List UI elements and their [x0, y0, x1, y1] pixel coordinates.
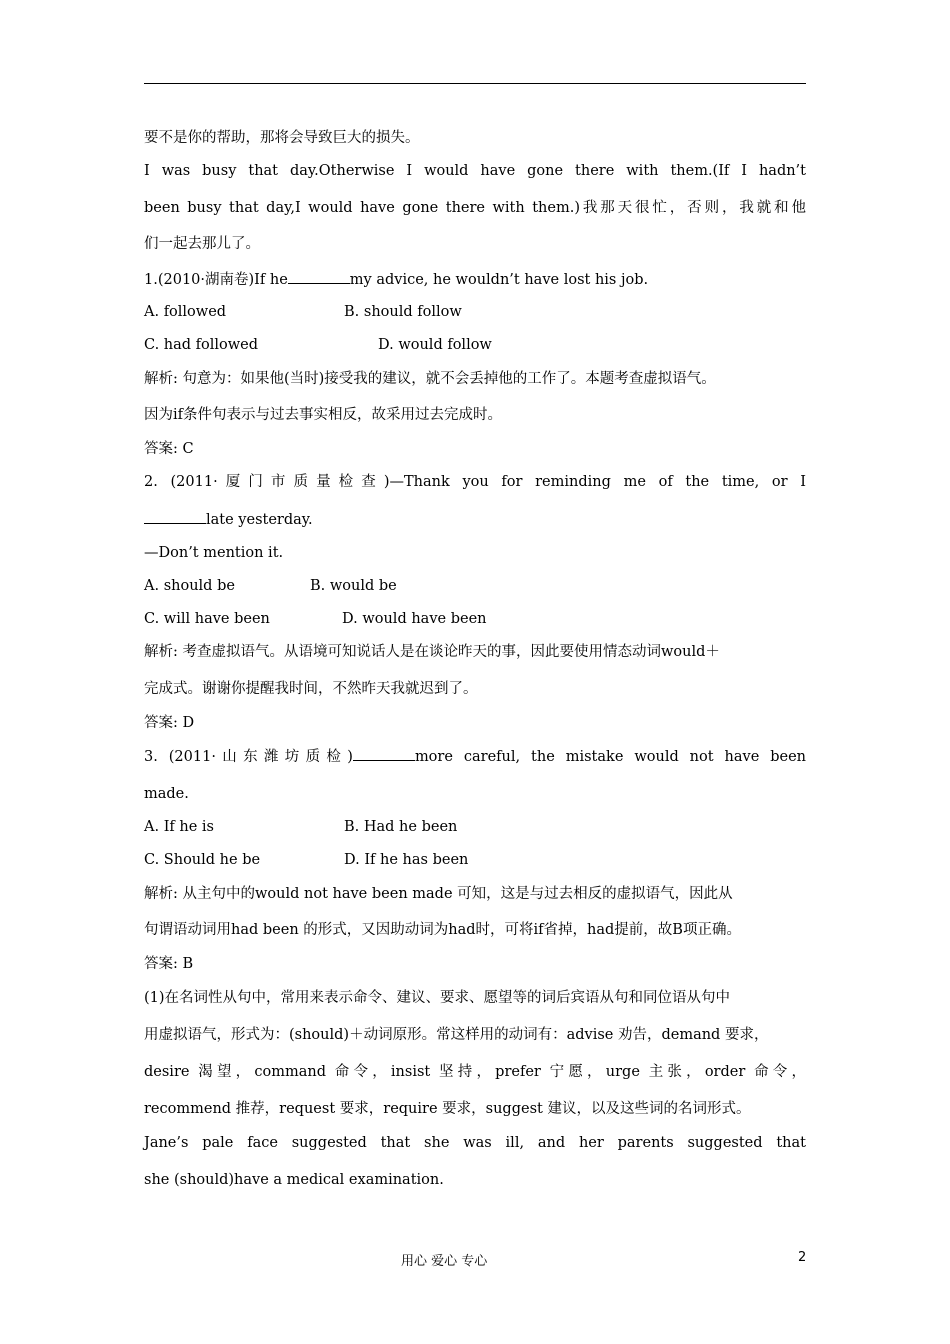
- question-2: 2. (2011·厦门市质量检查)—Thank you for reminding me of the time, or I: [144, 474, 806, 490]
- option-row: [144, 850, 806, 870]
- option-row: [144, 302, 806, 322]
- footer-motto: 用心 爱心 专心: [401, 1254, 488, 1269]
- question-3-stem: 3. (2011·山东潍坊质检): [144, 749, 353, 765]
- option-d: D. If he has been: [344, 852, 469, 868]
- option-row: [144, 609, 806, 629]
- question-1-stem: 1.(2010·湖南卷)If he: [144, 272, 288, 288]
- dialogue-reply: —Don’t mention it.: [144, 545, 284, 561]
- question-1-stem-end: my advice, he wouldn’t have lost his job.: [349, 272, 649, 288]
- text-line: 要不是你的帮助，那将会导致巨大的损失。: [144, 130, 420, 146]
- paragraph-line: (1)在名词性从句中，常用来表示命令、建议、要求、愿望等的词后宾语从句和同位语从句中: [144, 990, 731, 1006]
- option-c: C. had followed: [144, 337, 259, 353]
- page-number: 2: [798, 1250, 807, 1265]
- answer-line: 答案: D: [144, 715, 195, 731]
- option-d: D. would have been: [342, 611, 487, 627]
- explanation-line: 句谓语动词用had been 的形式，又因助动词为had时，可将if省掉，had提前，故B项正确。: [144, 922, 741, 938]
- paragraph-line: recommend 推荐，request 要求，require 要求，suggest 建议，以及这些词的名词形式。: [144, 1101, 751, 1117]
- text-line: been busy that day,I would have gone there with them.)我那天很忙，否则，我就和他: [144, 200, 806, 216]
- explanation-line: 解析: 考查虚拟语气。从语境可知说话人是在谈论昨天的事，因此要使用情态动词would＋: [144, 644, 720, 660]
- option-row: [144, 817, 806, 837]
- option-b: B. Had he been: [344, 819, 458, 835]
- option-b: B. should follow: [344, 304, 462, 320]
- example-line: Jane’s pale face suggested that she was ill, and her parents suggested that: [144, 1135, 806, 1151]
- explanation-line: 解析: 从主句中的would not have been made 可知，这是与过去相反的虚拟语气，因此从: [144, 886, 733, 902]
- text-line: I was busy that day.Otherwise I would have gone there with them.(If I hadn’t: [144, 163, 806, 179]
- option-a: A. If he is: [144, 819, 215, 835]
- option-c: C. Should he be: [144, 852, 261, 868]
- explanation-line: 因为if条件句表示与过去事实相反，故采用过去完成时。: [144, 407, 503, 423]
- question-2-stem-end: late yesterday.: [206, 512, 313, 528]
- question-2-cont: [144, 509, 806, 530]
- answer-line: 答案: C: [144, 441, 194, 457]
- question-1: [144, 269, 806, 290]
- explanation-line: 解析: 句意为：如果他(当时)接受我的建议，就不会丢掉他的工作了。本题考查虚拟语气。: [144, 371, 716, 387]
- example-line: she (should)have a medical examination.: [144, 1172, 444, 1188]
- answer-blank: [353, 746, 415, 761]
- option-b: B. would be: [310, 578, 397, 594]
- question-3-cont: made.: [144, 786, 189, 802]
- option-row: [144, 576, 806, 596]
- option-row: [144, 335, 806, 355]
- paragraph-line: 用虚拟语气，形式为：(should)＋动词原形。常这样用的动词有：advise 劝告，demand 要求，: [144, 1027, 769, 1043]
- question-3-stem-end: more careful, the mistake would not have been: [414, 749, 806, 765]
- answer-blank: [288, 269, 350, 284]
- option-a: A. followed: [144, 304, 227, 320]
- header-rule: [144, 83, 806, 84]
- explanation-line: 完成式。谢谢你提醒我时间，不然昨天我就迟到了。: [144, 681, 478, 697]
- option-a: A. should be: [144, 578, 235, 594]
- answer-line: 答案: B: [144, 956, 194, 972]
- option-d: D. would follow: [378, 337, 492, 353]
- text-line: 们一起去那儿了。: [144, 236, 260, 252]
- paragraph-line: desire 渴望，command 命令，insist 坚持，prefer 宁愿，urge 主张，order 命令，: [144, 1064, 806, 1080]
- question-3: [144, 746, 806, 767]
- option-c: C. will have been: [144, 611, 270, 627]
- answer-blank: [144, 509, 206, 524]
